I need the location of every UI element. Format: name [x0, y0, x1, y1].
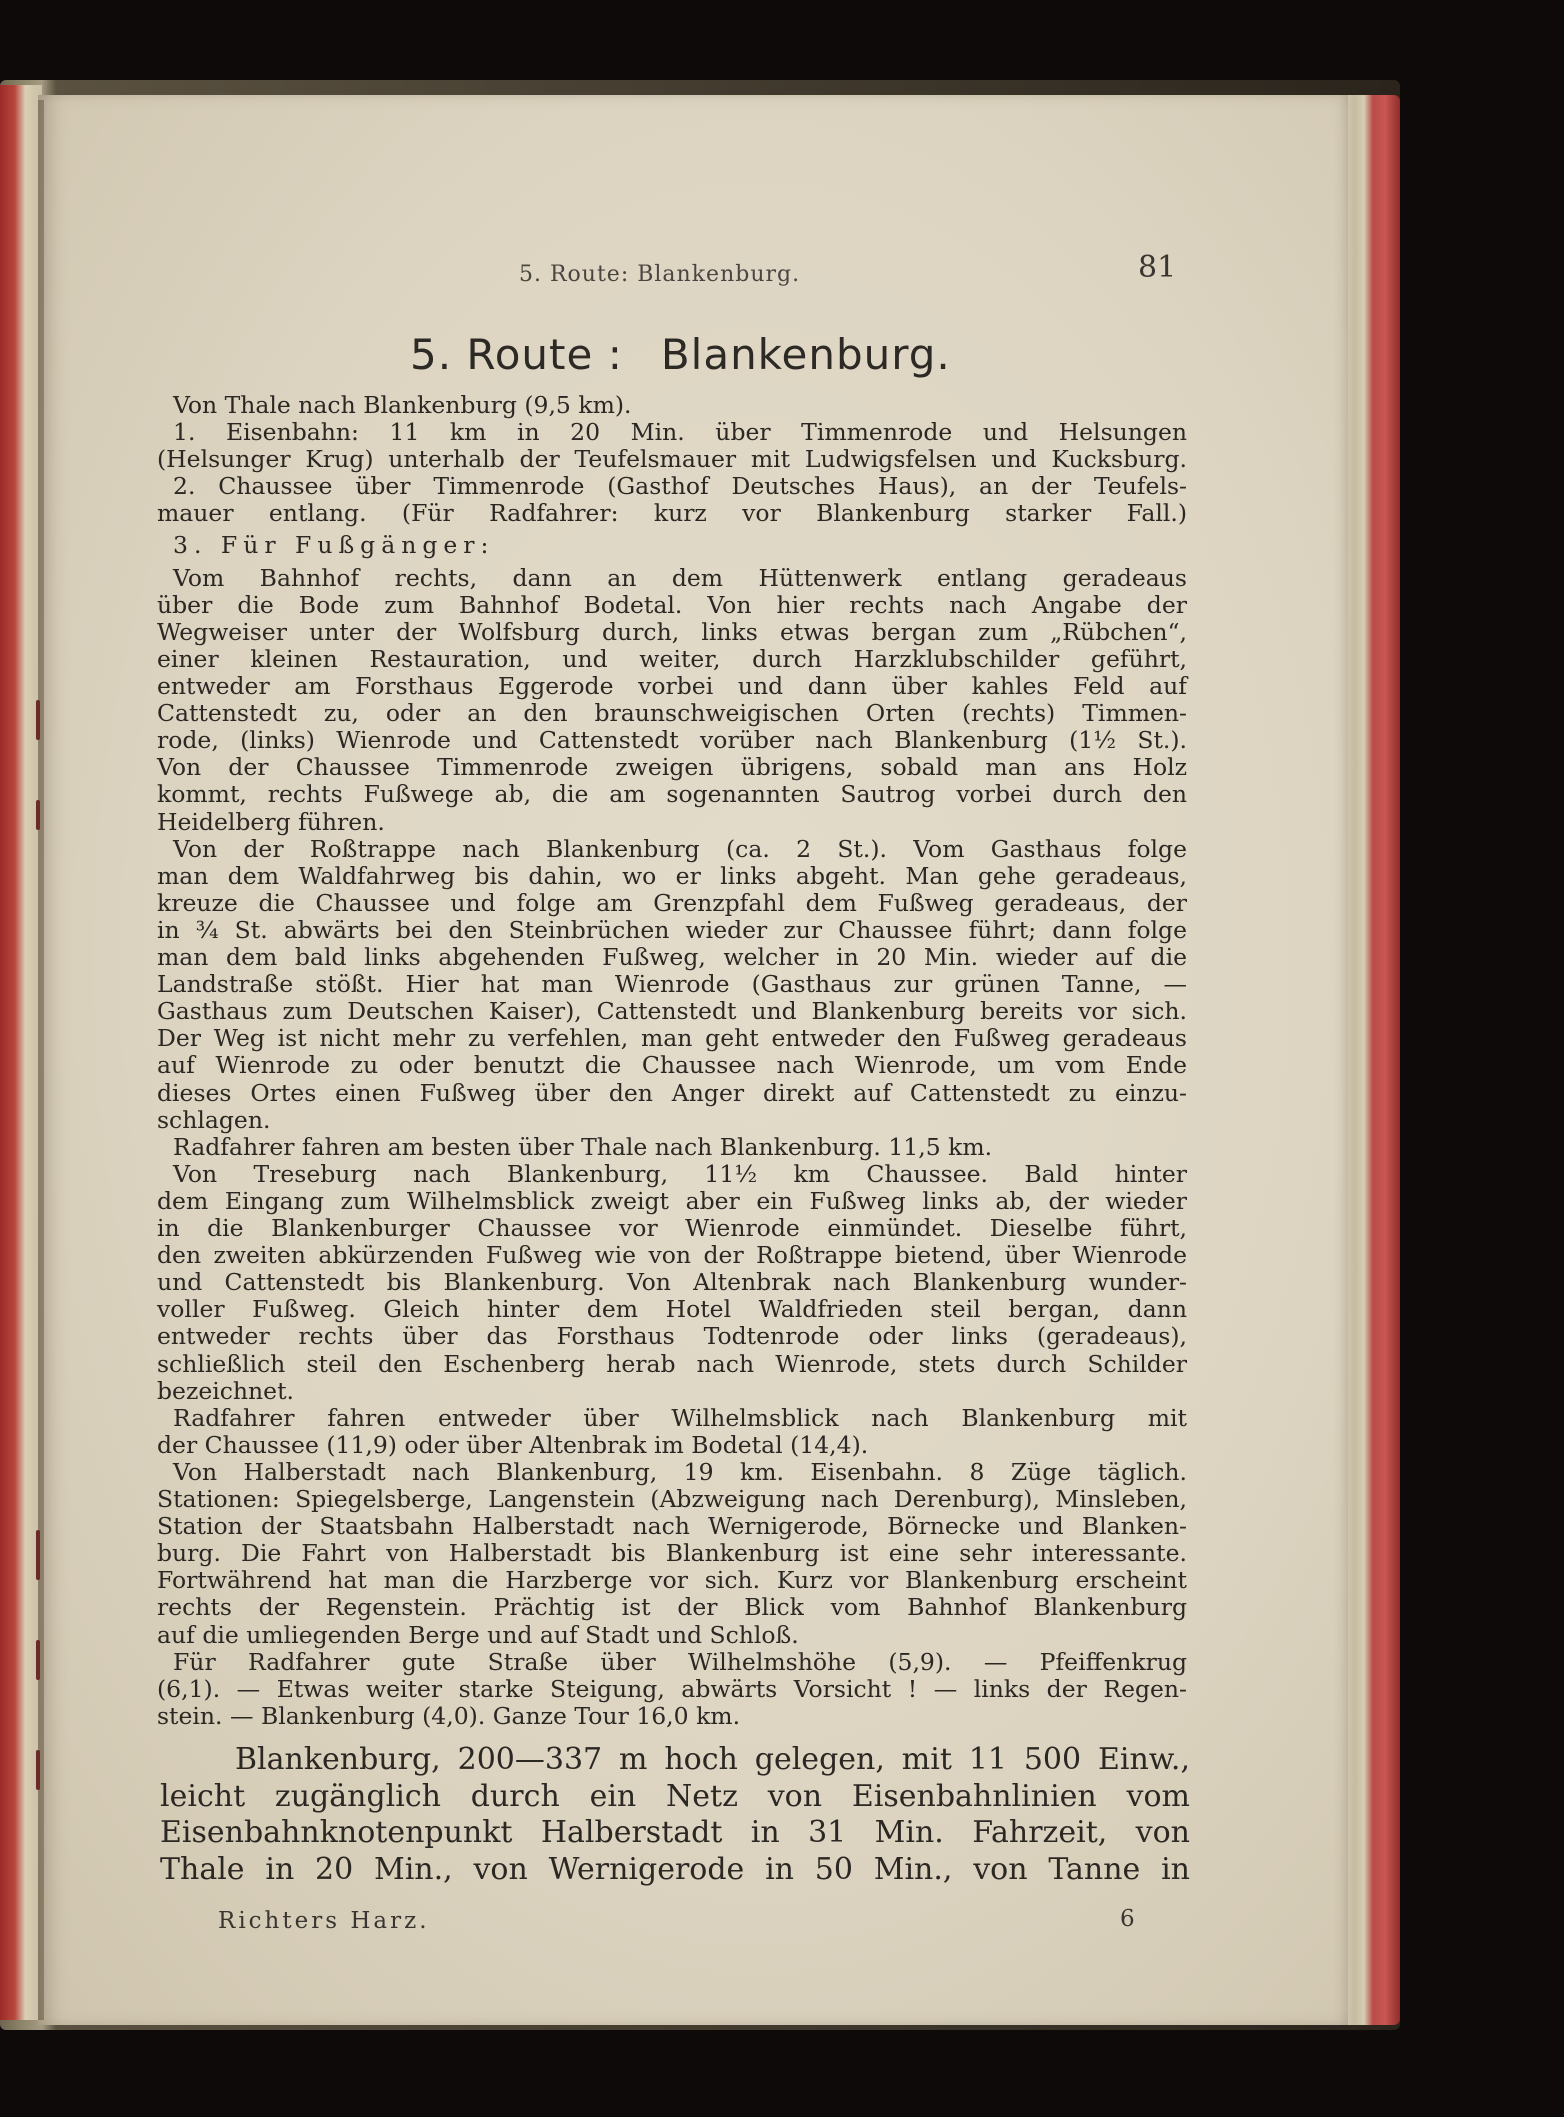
text-line: 1. Eisenbahn: 11 km in 20 Min. über Timmenrode und Helsungen — [173, 418, 1187, 447]
text-line: dem Eingang zum Wilhelmsblick zweigt aber ein Fußweg links ab, der wieder — [157, 1186, 1187, 1215]
text-line: schließlich steil den Eschenberg herab nach Wienrode, stets durch Schilder — [157, 1349, 1187, 1378]
text-line: Von der Roßtrappe nach Blankenburg (ca. 2 St.). Vom Gasthaus folge — [173, 834, 1187, 863]
text-line: (6,1). — Etwas weiter starke Steigung, abwärts Vorsicht ! — links der Regen- — [157, 1674, 1187, 1703]
text-line: Für Radfahrer gute Straße über Wilhelmshöhe (5,9). — Pfeiffenkrug — [173, 1647, 1187, 1676]
margin-mark — [36, 1640, 40, 1680]
text-line: Von Treseburg nach Blankenburg, 11½ km Chaussee. Bald hinter — [173, 1159, 1187, 1188]
text-line: Von Thale nach Blankenburg (9,5 km). — [173, 391, 632, 419]
margin-mark — [36, 1530, 40, 1580]
description-line: Blankenburg, 200—337 m hoch gelegen, mit 11 500 Einw., — [235, 1742, 1190, 1777]
margin-mark — [36, 800, 40, 830]
route-title-place: Blankenburg. — [660, 330, 951, 379]
text-line: Fortwährend hat man die Harzberge vor sich. Kurz vor Blankenburg erscheint — [157, 1566, 1187, 1595]
text-line: Radfahrer fahren entweder über Wilhelmsblick nach Blankenburg mit — [173, 1403, 1187, 1432]
text-line: burg. Die Fahrt von Halberstadt bis Blankenburg ist eine sehr interessante. — [157, 1539, 1187, 1568]
text-line: 2. Chaussee über Timmenrode (Gasthof Deutsches Haus), an der Teufels- — [173, 472, 1187, 501]
text-line: bezeichnet. — [157, 1376, 295, 1405]
right-page-edge — [1340, 95, 1400, 2025]
margin-mark — [36, 700, 40, 740]
page-number: 81 — [1138, 250, 1177, 285]
gutter-shadow — [38, 100, 44, 2020]
text-line: in ¾ St. abwärts bei den Steinbrüchen wieder zur Chaussee führt; dann folge — [157, 915, 1187, 944]
text-line: kommt, rechts Fußwege ab, die am sogenannten Sautrog vorbei durch den — [157, 780, 1187, 809]
text-line: über die Bode zum Bahnhof Bodetal. Von hier rechts nach Angabe der — [157, 590, 1187, 619]
text-line: man dem bald links abgehenden Fußweg, welcher in 20 Min. wieder auf die — [157, 943, 1187, 971]
margin-mark — [36, 1750, 40, 1790]
text-line: rechts der Regenstein. Prächtig ist der Blick vom Bahnhof Blankenburg — [157, 1593, 1187, 1622]
running-head: 5. Route: Blankenburg. — [519, 262, 801, 287]
text-line: Landstraße stößt. Hier hat man Wienrode (Gasthaus zur grünen Tanne, — — [157, 970, 1187, 999]
text-line: Cattenstedt zu, oder an den braunschweigischen Orten (rechts) Timmen- — [157, 699, 1187, 728]
text-line: Von der Chaussee Timmenrode zweigen übrigens, sobald man ans Holz — [157, 753, 1187, 782]
description-line: Eisenbahnknotenpunkt Halberstadt in 31 Min. Fahrzeit, von — [160, 1815, 1190, 1850]
text-line: kreuze die Chaussee und folge am Grenzpfahl dem Fußweg geradeaus, der — [157, 888, 1187, 917]
text-line: Von Halberstadt nach Blankenburg, 19 km. Eisenbahn. 8 Züge täglich. — [173, 1457, 1187, 1486]
text-line: (Helsunger Krug) unterhalb der Teufelsmauer mit Ludwigsfelsen und Kucksburg. — [157, 445, 1187, 474]
text-line: in die Blankenburger Chaussee vor Wienrode einmündet. Dieselbe führt, — [157, 1214, 1187, 1242]
footer-signature: 6 — [1120, 1906, 1135, 1932]
description-line: Thale in 20 Min., von Wernigerode in 50 Min., von Tanne in — [160, 1851, 1190, 1887]
text-line: auf die umliegenden Berge und auf Stadt und Schloß. — [157, 1620, 799, 1649]
text-line: Der Weg ist nicht mehr zu verfehlen, man geht entweder den Fußweg geradeaus — [157, 1024, 1187, 1053]
text-line: Vom Bahnhof rechts, dann an dem Hüttenwerk entlang geradeaus — [173, 563, 1187, 592]
text-line: dieses Ortes einen Fußweg über den Anger direkt auf Cattenstedt zu einzu- — [157, 1078, 1187, 1107]
route-title-number: 5. Route : — [410, 330, 623, 379]
text-line: entweder rechts über das Forsthaus Todtenrode oder links (geradeaus), — [157, 1322, 1187, 1351]
text-line: Gasthaus zum Deutschen Kaiser), Cattenstedt und Blankenburg bereits vor sich. — [157, 997, 1187, 1026]
text-line: stein. — Blankenburg (4,0). Ganze Tour 16,0 km. — [157, 1701, 741, 1730]
text-line: der Chaussee (11,9) oder über Altenbrak im Bodetal (14,4). — [157, 1430, 869, 1459]
text-line: mauer entlang. (Für Radfahrer: kurz vor Blankenburg starker Fall.) — [157, 499, 1187, 528]
left-page-edge — [0, 85, 42, 2020]
text-line: Stationen: Spiegelsberge, Langenstein (Abzweigung nach Derenburg), Minsleben, — [157, 1485, 1187, 1513]
route-title — [410, 330, 951, 379]
text-line: 3. Für Fußgänger: — [173, 530, 495, 559]
text-line: Wegweiser unter der Wolfsburg durch, links etwas bergan zum „Rübchen“, — [157, 617, 1187, 646]
text-line: Radfahrer fahren am besten über Thale nach Blankenburg. 11,5 km. — [173, 1132, 993, 1161]
text-line: voller Fußweg. Gleich hinter dem Hotel Waldfrieden steil bergan, dann — [157, 1295, 1187, 1324]
text-line: den zweiten abkürzenden Fußweg wie von der Roßtrappe bietend, über Wienrode — [157, 1241, 1187, 1270]
text-line: entweder am Forsthaus Eggerode vorbei und dann über kahles Feld auf — [157, 672, 1187, 700]
text-line: rode, (links) Wienrode und Cattenstedt vorüber nach Blankenburg (1½ St.). — [157, 726, 1187, 755]
description-line: leicht zugänglich durch ein Netz von Eisenbahnlinien vom — [160, 1778, 1190, 1814]
text-line: Station der Staatsbahn Halberstadt nach Wernigerode, Börnecke und Blanken- — [157, 1512, 1187, 1541]
text-line: einer kleinen Restauration, und weiter, durch Harzklubschilder geführt, — [157, 644, 1187, 673]
text-line: auf Wienrode zu oder benutzt die Chaussee nach Wienrode, um vom Ende — [157, 1051, 1187, 1080]
text-line: schlagen. — [157, 1105, 271, 1134]
footer-book-title: Richters Harz. — [218, 1908, 430, 1934]
text-line: und Cattenstedt bis Blankenburg. Von Altenbrak nach Blankenburg wunder- — [157, 1268, 1187, 1297]
text-line: Heidelberg führen. — [157, 807, 385, 836]
text-line: man dem Waldfahrweg bis dahin, wo er links abgeht. Man gehe geradeaus, — [157, 861, 1187, 890]
